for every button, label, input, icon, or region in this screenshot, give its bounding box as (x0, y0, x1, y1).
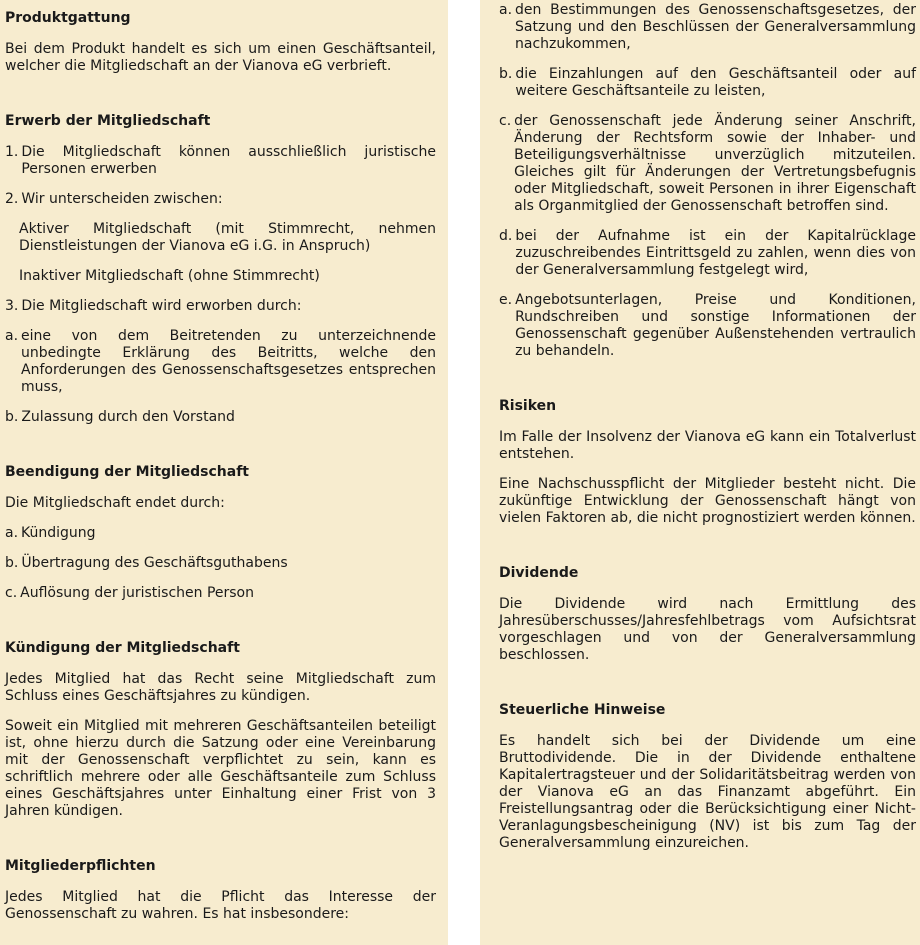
section-steuer (499, 702, 916, 852)
list-item (5, 409, 436, 426)
paragraph: Bei dem Produkt handelt es sich um einen Geschäftsanteil, welcher die Mitgliedschaft an der Vianova eG verbrieft. (5, 41, 436, 74)
section-risiken (499, 398, 916, 527)
section-pflichten-list (499, 2, 916, 360)
list-marker: c. (499, 113, 512, 129)
list-marker: b. (5, 409, 19, 425)
list-marker: d. (499, 228, 513, 244)
list-item (499, 228, 916, 279)
paragraph: Im Falle der Insolvenz der Vianova eG kann ein Totalverlust entstehen. (499, 429, 916, 462)
left-column (0, 0, 448, 945)
list-marker: a. (5, 525, 19, 541)
list-marker: 3. (5, 298, 19, 314)
paragraph: Jedes Mitglied hat das Recht seine Mitgliedschaft zum Schluss eines Geschäftsjahres zu kündigen. (5, 671, 436, 704)
list-marker: 1. (5, 144, 19, 160)
list-item (5, 298, 436, 315)
list-marker: a. (499, 2, 513, 18)
paragraph: Es handelt sich bei der Dividende um eine Bruttodividende. Die in der Dividende enthaltene Kapitalertragsteuer und der Solidaritätsbeitrag werden von der Vianova eG an das Finanzamt abgeführt. Ein Freistellungsantrag oder die Berücksichtigung einer Nicht-Veranlagungsbescheinigung (NV) ist bis zum Tag der Generalversammlung einzureichen. (499, 733, 916, 851)
section-dividende (499, 565, 916, 664)
list-item (499, 292, 916, 360)
list-item (5, 191, 436, 208)
list-marker: c. (5, 585, 18, 601)
paragraph: Die Dividende wird nach Ermittlung des Jahresüberschusses/Jahresfehlbetrags vom Aufsichtsrat vorgeschlagen und von der Generalversammlung beschlossen. (499, 596, 916, 663)
section-heading: Risiken (499, 398, 557, 414)
list-text: Kündigung (21, 525, 96, 541)
section-erwerb (5, 113, 436, 426)
list-marker: 2. (5, 191, 19, 207)
list-marker: b. (499, 66, 513, 82)
paragraph: Jedes Mitglied hat die Pflicht das Interesse der Genossenschaft zu wahren. Es hat insbesondere: (5, 889, 436, 922)
paragraph: Soweit ein Mitglied mit mehreren Geschäftsanteilen beteiligt ist, ohne hierzu durch die Satzung oder eine Vereinbarung mit der Genossenschaft verpflichtet zu sein, kann es schriftlich mehrere oder alle Geschäftsanteile zum Schluss eines Geschäftsjahres unter Einhaltung einer Frist von 3 Jahren kündigen. (5, 718, 436, 819)
list-text: der Genossenschaft jede Änderung seiner Anschrift, Änderung der Rechtsform sowie der Inhaber- und Beteiligungsverhältnisse unverzüglich mitzuteilen. Gleiches gilt für Änderungen der Vertretungsbefugnis oder Mitgliedschaft, soweit Personen in ihrer Eigenschaft als Organmitglied der Genossenschaft betroffen sind. (514, 113, 916, 214)
list-text: Übertragung des Geschäftsguthabens (21, 555, 288, 571)
list-item (499, 66, 916, 100)
list-text: die Einzahlungen auf den Geschäftsanteil oder auf weitere Geschäftsanteile zu leisten, (515, 66, 916, 99)
list-item (5, 525, 436, 542)
section-heading: Beendigung der Mitgliedschaft (5, 464, 249, 480)
section-heading: Erwerb der Mitgliedschaft (5, 113, 211, 129)
list-marker: e. (499, 292, 513, 308)
section-pflichten (5, 858, 436, 923)
list-item (5, 585, 436, 602)
list-text: Angebotsunterlagen, Preise und Konditionen, Rundschreiben und sonstige Informationen der Genossenschaft gegenüber Außenstehenden vertraulich zu behandeln. (515, 292, 916, 359)
list-item (5, 144, 436, 178)
section-heading: Kündigung der Mitgliedschaft (5, 640, 240, 656)
section-heading: Mitgliederpflichten (5, 858, 156, 874)
section-produktgattung (5, 10, 436, 75)
list-item (499, 113, 916, 215)
list-text: Wir unterscheiden zwischen: (21, 191, 223, 207)
section-kuendigung (5, 640, 436, 820)
paragraph: Inaktiver Mitgliedschaft (ohne Stimmrecht) (19, 268, 320, 284)
section-heading: Produktgattung (5, 10, 131, 26)
right-column (480, 0, 920, 945)
paragraph: Eine Nachschusspflicht der Mitglieder besteht nicht. Die zukünftige Entwicklung der Genossenschaft hängt von vielen Faktoren ab, die nicht prognostiziert werden können. (499, 476, 916, 526)
list-marker: a. (5, 328, 19, 344)
list-marker: b. (5, 555, 19, 571)
list-text: bei der Aufnahme ist ein der Kapitalrücklage zuzuschreibendes Eintrittsgeld zu zahlen, wenn dies von der Generalversammlung festgelegt wird, (515, 228, 916, 278)
list-text: Die Mitgliedschaft wird erworben durch: (21, 298, 302, 314)
list-text: Auflösung der juristischen Person (20, 585, 254, 601)
list-text: den Bestimmungen des Genossenschaftsgesetzes, der Satzung und den Beschlüssen der Generalversammlung nachzukommen, (515, 2, 916, 52)
list-text: Zulassung durch den Vorstand (21, 409, 235, 425)
list-text: eine von dem Beitretenden zu unterzeichnende unbedingte Erklärung des Beitritts, welche den Anforderungen des Genossenschaftsgesetzes entsprechen muss, (21, 328, 436, 395)
section-beendigung (5, 464, 436, 602)
paragraph: Die Mitgliedschaft endet durch: (5, 495, 225, 511)
list-item (5, 328, 436, 396)
paragraph: Aktiver Mitgliedschaft (mit Stimmrecht, nehmen Dienstleistungen der Vianova eG i.G. in Anspruch) (19, 221, 436, 254)
section-heading: Steuerliche Hinweise (499, 702, 666, 718)
list-text: Die Mitgliedschaft können ausschließlich juristische Personen erwerben (21, 144, 436, 177)
list-item (5, 555, 436, 572)
section-heading: Dividende (499, 565, 579, 581)
list-item (499, 2, 916, 53)
